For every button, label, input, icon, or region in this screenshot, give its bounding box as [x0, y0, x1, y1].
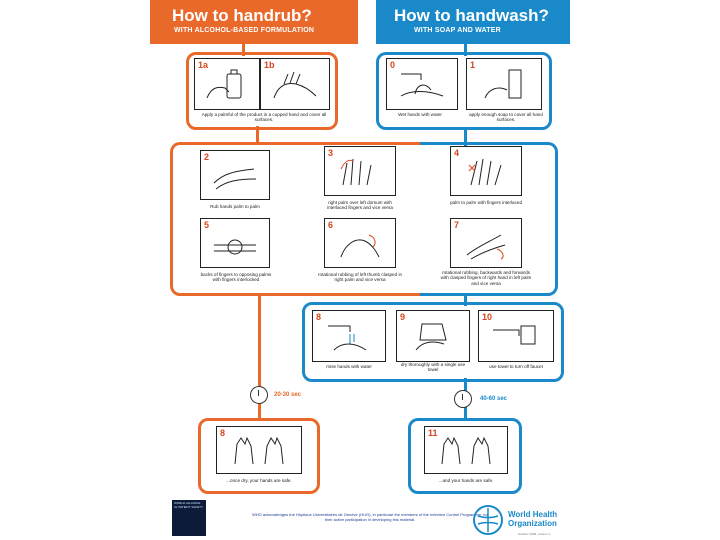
step-number: 6 [328, 220, 334, 230]
fingers-interlocked-icon [210, 227, 260, 261]
step-7-panel [450, 218, 522, 268]
interlaced-fingers-dorsum-icon [335, 155, 385, 189]
step-number: 1a [198, 60, 209, 70]
patient-safety-logo [172, 500, 206, 536]
handrub-duration: 20-30 sec [274, 392, 302, 398]
step-number: 1b [264, 60, 275, 70]
handwash-title: How to handwash? [394, 6, 549, 25]
step-1-caption: apply enough soap to cover all hand surfaces. [469, 112, 543, 123]
fingertips-rotation-icon [461, 227, 511, 261]
patient-safety-text: WORLD ALLIANCE for PATIENT SAFETY [174, 501, 204, 509]
step-0-caption: Wet hands with water [398, 112, 442, 117]
hand-hygiene-poster [150, 0, 570, 540]
handrub-subtitle: WITH ALCOHOL-BASED FORMULATION [174, 27, 315, 34]
handwash-header [376, 0, 570, 44]
step-number: 8 [316, 312, 322, 322]
step-7-caption: rotational rubbing, backwards and forwards with clasped fingers of right hand in left palm and vice versa [440, 270, 532, 286]
step-3-panel [324, 146, 396, 196]
cupped-hand-icon [270, 68, 320, 102]
step-8-rinse-panel [312, 310, 386, 362]
step-10-caption: use towel to turn off faucet [489, 364, 543, 369]
step-number: 0 [390, 60, 396, 70]
box-joint [420, 293, 422, 296]
step-0-panel [386, 58, 458, 110]
step-4-caption: palm to palm with fingers interlaced [450, 200, 523, 205]
thumb-rotation-icon [335, 227, 385, 261]
step-5-caption: backs of fingers to opposing palms with fingers interlocked [200, 272, 272, 283]
step-1a-panel [194, 58, 260, 110]
step-number: 5 [204, 220, 210, 230]
soap-dispenser-icon [479, 68, 529, 102]
step-9-panel [396, 310, 470, 362]
step-11-panel [424, 426, 508, 474]
step-number: 2 [204, 152, 210, 162]
step-number: 11 [428, 428, 438, 438]
step-number: 1 [470, 60, 476, 70]
palm-to-palm-icon [210, 159, 260, 193]
version-text: October 2006, version 1 [518, 532, 551, 536]
handwash-timer-icon [454, 390, 472, 408]
step-5-panel [200, 218, 270, 268]
step-10-panel [478, 310, 554, 362]
step-number: 7 [454, 220, 460, 230]
handwash-duration: 40-60 sec [480, 396, 508, 402]
box-joint [420, 142, 422, 145]
towel-dry-icon [408, 320, 458, 354]
step-number: 8 [220, 428, 226, 438]
step-3-caption: right palm over left dorsum with interlaced fingers and vice versa [327, 200, 393, 211]
handrub-timer-icon [250, 386, 268, 404]
acknowledgement-text: WHO acknowledges the Hôpitaux Universitaires de Genève (HUG), in particular the members of the Infection Control Programme, for their active participation in developing this material. [251, 512, 489, 522]
rinse-hands-icon [324, 320, 374, 354]
who-emblem-icon [472, 504, 504, 536]
step-1-panel [466, 58, 542, 110]
step-4-panel [450, 146, 522, 196]
step-1b-caption: Apply a palmful of the product in a cupped hand and cover all surfaces. [201, 112, 327, 123]
step-2-caption: Rub hands palm to palm [210, 204, 260, 209]
step-8-final-caption: ...once dry, your hands are safe. [226, 478, 292, 483]
step-11-caption: ...and your hands are safe. [438, 478, 494, 483]
turn-off-faucet-icon [491, 320, 541, 354]
step-8-rinse-caption: rinse hands with water [326, 364, 372, 369]
clean-hands-icon [436, 434, 496, 468]
step-number: 3 [328, 148, 334, 158]
step-9-caption: dry thoroughly with a single use towel [400, 362, 466, 373]
handrub-header [150, 0, 358, 44]
fingers-interlaced-icon [461, 155, 511, 189]
step-number: 9 [400, 312, 406, 322]
pump-bottle-hand-icon [205, 68, 249, 102]
step-8-final-panel [216, 426, 302, 474]
step-2-panel [200, 150, 270, 200]
handwash-subtitle: WITH SOAP AND WATER [414, 27, 501, 34]
who-name: World Health Organization [508, 510, 558, 528]
clean-hands-icon [229, 434, 289, 468]
step-6-caption: rotational rubbing of left thumb clasped in right palm and vice versa [318, 272, 403, 283]
step-number: 10 [482, 312, 493, 322]
faucet-hands-icon [397, 68, 447, 102]
step-number: 4 [454, 148, 460, 158]
step-6-panel [324, 218, 396, 268]
step-1b-panel [260, 58, 330, 110]
handrub-title: How to handrub? [172, 6, 312, 25]
